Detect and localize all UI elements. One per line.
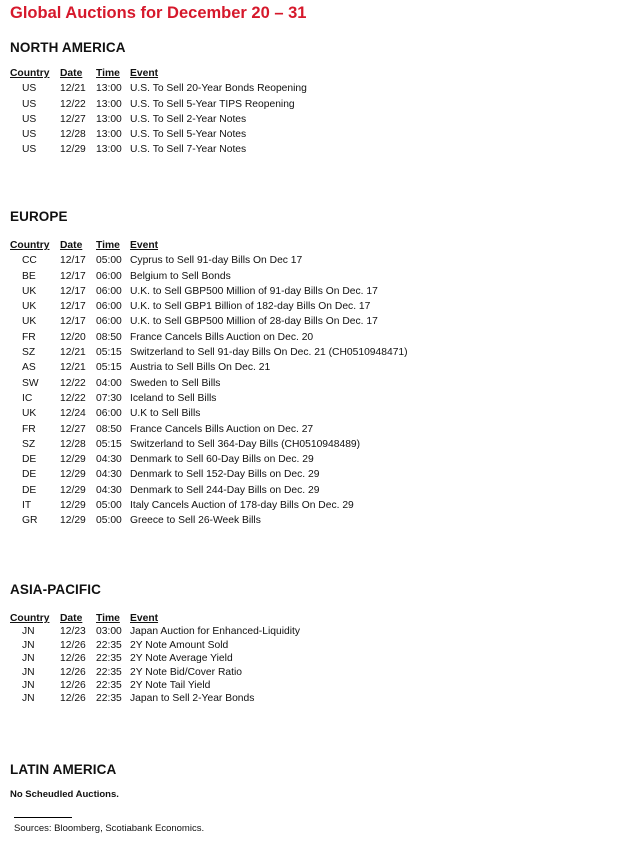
event-cell: Switzerland to Sell 91-day Bills On Dec. 21 (CH0510948471) — [130, 347, 408, 359]
table-header — [10, 66, 307, 81]
event-cell: France Cancels Bills Auction on Dec. 20 — [130, 331, 314, 343]
date-cell: 12/17 — [60, 316, 86, 328]
date-cell: 12/24 — [60, 408, 86, 420]
table-row — [10, 652, 300, 665]
country-cell: JN — [22, 626, 35, 638]
date-cell: 12/27 — [60, 113, 86, 125]
time-cell: 04:30 — [96, 469, 122, 481]
column-header-country: Country — [10, 613, 50, 624]
country-cell: JN — [22, 653, 35, 665]
table-row — [10, 437, 408, 452]
event-cell: U.S. To Sell 20-Year Bonds Reopening — [130, 83, 307, 95]
time-cell: 22:35 — [96, 679, 122, 691]
table-row — [10, 269, 408, 284]
table-row — [10, 391, 408, 406]
country-cell: UK — [22, 301, 37, 313]
country-cell: JN — [22, 679, 35, 691]
event-cell: U.K. to Sell GBP500 Million of 91-day Bills On Dec. 17 — [130, 285, 378, 297]
country-cell: UK — [22, 285, 37, 297]
event-cell: Japan Auction for Enhanced-Liquidity — [130, 626, 301, 638]
date-cell: 12/21 — [60, 362, 86, 374]
time-cell: 13:00 — [96, 129, 122, 141]
time-cell: 22:35 — [96, 693, 122, 705]
country-cell: US — [22, 98, 37, 110]
table-row — [10, 679, 300, 692]
table-row — [10, 112, 307, 127]
event-cell: U.S. To Sell 2-Year Notes — [130, 113, 247, 125]
date-cell: 12/21 — [60, 83, 86, 95]
time-cell: 22:35 — [96, 639, 122, 651]
country-cell: CC — [22, 255, 37, 267]
country-cell: AS — [22, 362, 36, 374]
time-cell: 05:00 — [96, 515, 122, 527]
date-cell: 12/23 — [60, 626, 86, 638]
column-header-date: Date — [60, 613, 83, 624]
country-cell: US — [22, 144, 37, 156]
table-row — [10, 692, 300, 705]
time-cell: 06:00 — [96, 285, 122, 297]
event-cell: U.K. to Sell GBP1 Billion of 182-day Bills On Dec. 17 — [130, 301, 371, 313]
date-cell: 12/26 — [60, 679, 86, 691]
column-header-event: Event — [130, 613, 159, 624]
date-cell: 12/22 — [60, 377, 86, 389]
country-cell: DE — [22, 454, 37, 466]
event-cell: 2Y Note Bid/Cover Ratio — [130, 666, 242, 678]
event-cell: 2Y Note Tail Yield — [130, 679, 211, 691]
country-cell: JN — [22, 639, 35, 651]
column-header-date: Date — [60, 68, 83, 79]
date-cell: 12/28 — [60, 438, 86, 450]
time-cell: 13:00 — [96, 113, 122, 125]
time-cell: 06:00 — [96, 316, 122, 328]
table-row — [10, 314, 408, 329]
table-row — [10, 127, 307, 142]
country-cell: IT — [22, 500, 32, 512]
time-cell: 05:15 — [96, 362, 122, 374]
time-cell: 22:35 — [96, 666, 122, 678]
column-header-time: Time — [96, 240, 120, 251]
event-cell: Greece to Sell 26-Week Bills — [130, 515, 261, 527]
table-row — [10, 498, 408, 513]
country-cell: DE — [22, 469, 37, 481]
date-cell: 12/17 — [60, 285, 86, 297]
date-cell: 12/20 — [60, 331, 86, 343]
table-row — [10, 513, 408, 528]
event-cell: 2Y Note Amount Sold — [130, 639, 229, 651]
footnote-divider — [14, 817, 72, 818]
table-row — [10, 253, 408, 268]
auction-table-north-america — [10, 66, 307, 158]
time-cell: 05:15 — [96, 347, 122, 359]
time-cell: 13:00 — [96, 83, 122, 95]
country-cell: GR — [22, 515, 38, 527]
table-row — [10, 299, 408, 314]
country-cell: US — [22, 83, 37, 95]
time-cell: 06:00 — [96, 408, 122, 420]
section-heading-latin-america: LATIN AMERICA — [10, 762, 117, 777]
column-header-date: Date — [60, 240, 83, 251]
table-row — [10, 360, 408, 375]
table-row — [10, 81, 307, 96]
date-cell: 12/26 — [60, 666, 86, 678]
event-cell: U.S. To Sell 7-Year Notes — [130, 144, 247, 156]
date-cell: 12/26 — [60, 639, 86, 651]
table-row — [10, 452, 408, 467]
country-cell: IC — [22, 392, 33, 404]
date-cell: 12/29 — [60, 484, 86, 496]
date-cell: 12/27 — [60, 423, 86, 435]
time-cell: 03:00 — [96, 626, 122, 638]
event-cell: Japan to Sell 2-Year Bonds — [130, 693, 255, 705]
date-cell: 12/26 — [60, 693, 86, 705]
event-cell: Austria to Sell Bills On Dec. 21 — [130, 362, 271, 374]
date-cell: 12/17 — [60, 301, 86, 313]
time-cell: 06:00 — [96, 270, 122, 282]
event-cell: Denmark to Sell 60-Day Bills on Dec. 29 — [130, 454, 314, 466]
sources-footnote: Sources: Bloomberg, Scotiabank Economics. — [14, 823, 205, 834]
date-cell: 12/29 — [60, 144, 86, 156]
time-cell: 04:00 — [96, 377, 122, 389]
column-header-event: Event — [130, 240, 159, 251]
event-cell: Switzerland to Sell 364-Day Bills (CH0510948489) — [130, 438, 361, 450]
time-cell: 13:00 — [96, 144, 122, 156]
event-cell: Cyprus to Sell 91-day Bills On Dec 17 — [130, 255, 303, 267]
time-cell: 04:30 — [96, 484, 122, 496]
time-cell: 04:30 — [96, 454, 122, 466]
table-row — [10, 284, 408, 299]
table-row — [10, 666, 300, 679]
no-auctions-note: No Scheudled Auctions. — [10, 789, 119, 800]
table-row — [10, 422, 408, 437]
date-cell: 12/21 — [60, 347, 86, 359]
time-cell: 08:50 — [96, 331, 122, 343]
column-header-time: Time — [96, 613, 120, 624]
table-row — [10, 142, 307, 157]
table-row — [10, 330, 408, 345]
column-header-event: Event — [130, 68, 159, 79]
time-cell: 07:30 — [96, 392, 122, 404]
event-cell: U.S. To Sell 5-Year TIPS Reopening — [130, 98, 295, 110]
date-cell: 12/29 — [60, 469, 86, 481]
date-cell: 12/26 — [60, 653, 86, 665]
section-heading-europe: EUROPE — [10, 209, 68, 224]
time-cell: 05:00 — [96, 500, 122, 512]
page-title: Global Auctions for December 20 – 31 — [10, 4, 307, 22]
country-cell: US — [22, 113, 37, 125]
column-header-country: Country — [10, 68, 50, 79]
event-cell: U.S. To Sell 5-Year Notes — [130, 129, 247, 141]
table-row — [10, 345, 408, 360]
date-cell: 12/17 — [60, 270, 86, 282]
date-cell: 12/29 — [60, 500, 86, 512]
event-cell: Sweden to Sell Bills — [130, 377, 221, 389]
time-cell: 05:00 — [96, 255, 122, 267]
event-cell: U.K. to Sell GBP500 Million of 28-day Bills On Dec. 17 — [130, 316, 378, 328]
date-cell: 12/22 — [60, 392, 86, 404]
time-cell: 13:00 — [96, 98, 122, 110]
country-cell: DE — [22, 484, 37, 496]
time-cell: 08:50 — [96, 423, 122, 435]
column-header-time: Time — [96, 68, 120, 79]
event-cell: France Cancels Bills Auction on Dec. 27 — [130, 423, 314, 435]
date-cell: 12/29 — [60, 515, 86, 527]
table-row — [10, 625, 300, 638]
country-cell: SZ — [22, 347, 36, 359]
date-cell: 12/28 — [60, 129, 86, 141]
auction-table-asia-pacific — [10, 612, 300, 706]
event-cell: Denmark to Sell 152-Day Bills on Dec. 29 — [130, 469, 320, 481]
table-row — [10, 483, 408, 498]
time-cell: 22:35 — [96, 653, 122, 665]
country-cell: US — [22, 129, 37, 141]
column-header-country: Country — [10, 240, 50, 251]
event-cell: Denmark to Sell 244-Day Bills on Dec. 29 — [130, 484, 320, 496]
date-cell: 12/22 — [60, 98, 86, 110]
event-cell: Italy Cancels Auction of 178-day Bills On Dec. 29 — [130, 500, 354, 512]
section-heading-north-america: NORTH AMERICA — [10, 40, 126, 55]
country-cell: FR — [22, 331, 36, 343]
time-cell: 06:00 — [96, 301, 122, 313]
auction-table-europe — [10, 238, 408, 529]
date-cell: 12/29 — [60, 454, 86, 466]
table-row — [10, 639, 300, 652]
event-cell: Iceland to Sell Bills — [130, 392, 217, 404]
country-cell: UK — [22, 316, 37, 328]
table-row — [10, 376, 408, 391]
date-cell: 12/17 — [60, 255, 86, 267]
table-row — [10, 97, 307, 112]
table-row — [10, 406, 408, 421]
section-heading-asia-pacific: ASIA-PACIFIC — [10, 582, 101, 597]
country-cell: JN — [22, 693, 35, 705]
country-cell: SW — [22, 377, 39, 389]
country-cell: FR — [22, 423, 36, 435]
table-header — [10, 612, 300, 625]
time-cell: 05:15 — [96, 438, 122, 450]
event-cell: Belgium to Sell Bonds — [130, 270, 231, 282]
country-cell: UK — [22, 408, 37, 420]
event-cell: 2Y Note Average Yield — [130, 653, 233, 665]
country-cell: BE — [22, 270, 36, 282]
country-cell: JN — [22, 666, 35, 678]
table-header — [10, 238, 408, 253]
country-cell: SZ — [22, 438, 36, 450]
table-row — [10, 467, 408, 482]
event-cell: U.K to Sell Bills — [130, 408, 201, 420]
